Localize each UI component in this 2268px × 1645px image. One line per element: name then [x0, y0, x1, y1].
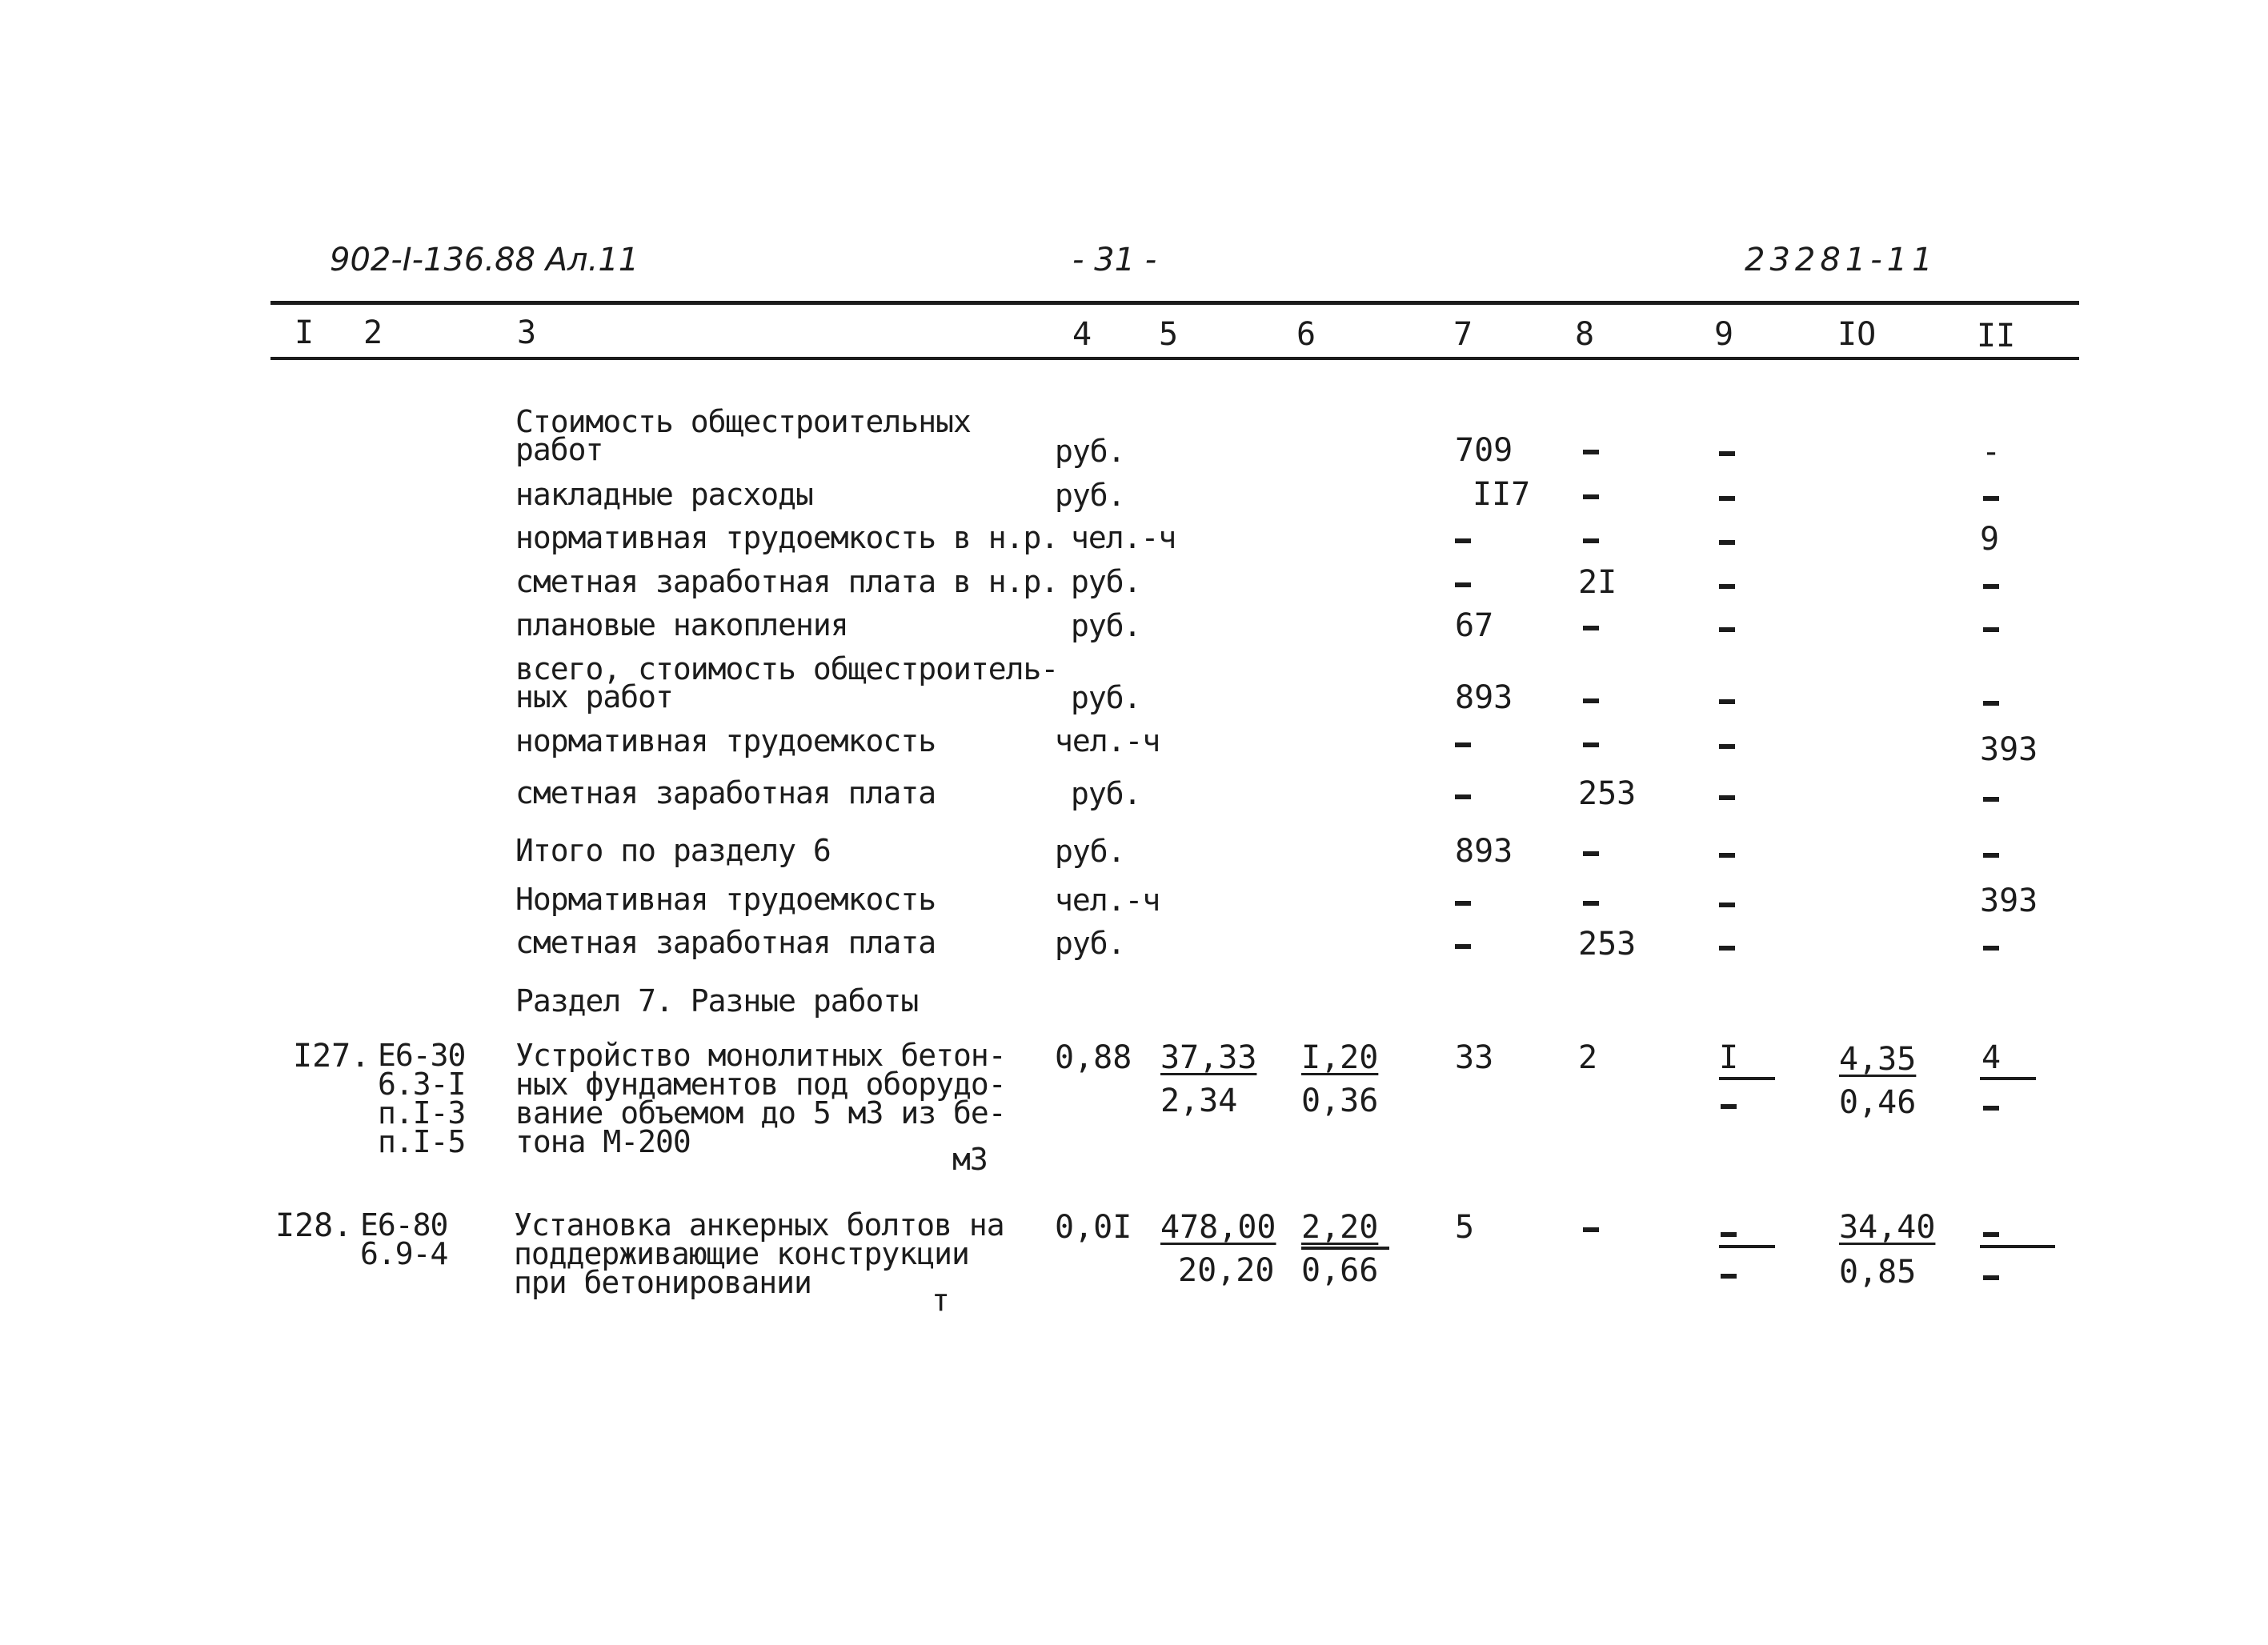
item-number: I28. — [275, 1207, 353, 1244]
row-text: Нормативная трудоемкость — [515, 882, 936, 917]
item-code: 6.3-I — [378, 1067, 466, 1102]
table-top-rule — [270, 301, 2079, 305]
row-value-c8: 253 — [1578, 926, 1637, 963]
item-c6-bottom: 0,66 — [1301, 1252, 1379, 1289]
item-c10-top: 4,35 — [1839, 1041, 1917, 1078]
dash — [1719, 853, 1735, 858]
dash — [1455, 794, 1471, 799]
dash — [1719, 946, 1735, 951]
item-c8: 2 — [1578, 1039, 1598, 1076]
item-c10-top: 34,40 — [1839, 1209, 1936, 1246]
dash — [1583, 1227, 1599, 1232]
item-c5-top: 478,00 — [1160, 1209, 1276, 1246]
col-header-3: 3 — [517, 314, 537, 351]
dash — [1583, 538, 1599, 543]
dash — [1583, 450, 1599, 454]
item-unit: м3 — [952, 1142, 988, 1177]
row-value-c7: 67 — [1455, 607, 1494, 644]
underline — [1719, 1077, 1775, 1080]
col-header-5: 5 — [1159, 316, 1179, 353]
row-text: нормативная трудоемкость в н.р. — [515, 520, 1059, 555]
col-header-11: II — [1977, 318, 2016, 354]
item-description: поддерживающие конструкции — [514, 1236, 969, 1271]
item-code: 6.9-4 — [360, 1236, 448, 1271]
row-value-c8: 253 — [1578, 775, 1637, 812]
item-description: при бетонировании — [514, 1265, 811, 1300]
row-text: накладные расходы — [515, 477, 813, 512]
dash — [1983, 1275, 1999, 1280]
row-value-c7: 709 — [1455, 432, 1513, 469]
row-value-c11: 393 — [1980, 883, 2038, 919]
item-c11-top: 4 — [1981, 1039, 2002, 1076]
row-unit: чел.-ч — [1055, 883, 1160, 918]
underline — [1980, 1077, 2036, 1080]
underline — [1719, 1245, 1775, 1248]
dash — [1455, 582, 1471, 587]
row-text: Итого по разделу 6 — [515, 833, 831, 868]
dash — [1983, 853, 1999, 858]
dash — [1583, 626, 1599, 630]
row-text: сметная заработная плата — [515, 775, 936, 810]
row-text: нормативная трудоемкость — [515, 723, 936, 758]
dash — [1583, 901, 1599, 906]
dash — [1719, 627, 1735, 632]
item-c7: 5 — [1455, 1209, 1475, 1246]
dash — [1583, 494, 1599, 499]
item-code: п.I-3 — [378, 1095, 466, 1131]
item-description: тона М-200 — [515, 1124, 691, 1159]
col-header-2: 2 — [363, 314, 383, 351]
item-number: I27. — [293, 1038, 371, 1075]
row-value-c11: 393 — [1980, 731, 2038, 768]
document-code: 902-I-136.88 Ал.11 — [330, 242, 639, 278]
row-value-c7: 893 — [1455, 679, 1513, 716]
row-value-c11: - — [1981, 434, 2002, 470]
dash — [1983, 701, 1999, 706]
dash — [1455, 944, 1471, 949]
item-c5-top: 37,33 — [1160, 1039, 1257, 1076]
row-text: всего, стоимость общестроитель- — [515, 651, 1059, 686]
item-code: п.I-5 — [378, 1124, 466, 1159]
dash — [1721, 1104, 1737, 1109]
dash — [1983, 627, 1999, 632]
item-c4: 0,0I — [1055, 1209, 1132, 1246]
item-c9-top: I — [1719, 1039, 1739, 1076]
item-c6-top: 2,20 — [1301, 1209, 1379, 1246]
col-header-8: 8 — [1575, 316, 1595, 353]
col-header-10: IO — [1837, 316, 1877, 353]
row-text: ных работ — [515, 679, 673, 714]
item-c10-bottom: 0,46 — [1839, 1084, 1917, 1121]
item-c6-bottom: 0,36 — [1301, 1083, 1379, 1119]
item-unit: т — [932, 1283, 949, 1318]
row-text: сметная заработная плата — [515, 925, 936, 960]
row-value-c7: II7 — [1473, 476, 1531, 513]
row-text: сметная заработная плата в н.р. — [515, 564, 1059, 599]
dash — [1719, 540, 1735, 545]
dash — [1583, 698, 1599, 703]
item-c5-bottom: 20,20 — [1178, 1252, 1275, 1289]
dash — [1719, 795, 1735, 800]
item-c4: 0,88 — [1055, 1039, 1132, 1076]
row-value-c7: 893 — [1455, 833, 1513, 870]
item-description: Устройство монолитных бетон- — [515, 1038, 1006, 1073]
item-c10-bottom: 0,85 — [1839, 1254, 1917, 1291]
dash — [1583, 742, 1599, 747]
row-text: Стоимость общестроительных — [515, 404, 971, 439]
dash — [1983, 496, 1999, 501]
row-unit: руб. — [1071, 564, 1141, 599]
sheet-code: 23281-11 — [1745, 242, 1937, 278]
dash — [1719, 744, 1735, 749]
section-title: Раздел 7. Разные работы — [515, 983, 919, 1019]
row-unit: руб. — [1055, 926, 1125, 961]
item-description: вание объемом до 5 м3 из бе- — [515, 1095, 1006, 1131]
item-code: Е6-80 — [360, 1207, 448, 1243]
underline — [1301, 1247, 1389, 1250]
dash — [1455, 901, 1471, 906]
row-unit: руб. — [1055, 834, 1125, 869]
dash — [1583, 851, 1599, 856]
dash — [1455, 742, 1471, 747]
dash — [1455, 538, 1471, 543]
underline — [1980, 1245, 2055, 1248]
item-description: ных фундаментов под оборудо- — [515, 1067, 1006, 1102]
row-unit: чел.-ч — [1055, 723, 1160, 758]
dash — [1983, 797, 1999, 802]
table-header-rule — [270, 357, 2079, 360]
dash — [1719, 496, 1735, 501]
row-unit: чел.-ч — [1071, 520, 1176, 555]
row-text: плановые накопления — [515, 607, 848, 642]
dash — [1721, 1274, 1737, 1279]
dash — [1983, 946, 1999, 951]
dash — [1983, 1106, 1999, 1111]
row-unit: руб. — [1071, 776, 1141, 811]
row-unit: руб. — [1055, 434, 1125, 469]
dash — [1719, 699, 1735, 704]
item-code: Е6-30 — [378, 1038, 466, 1073]
dash — [1719, 584, 1735, 589]
dash — [1719, 451, 1735, 456]
dash — [1983, 1232, 1999, 1237]
col-header-9: 9 — [1714, 316, 1734, 353]
row-value-c8: 2I — [1578, 564, 1617, 601]
col-header-4: 4 — [1072, 316, 1092, 353]
col-header-7: 7 — [1453, 316, 1473, 353]
dash — [1719, 903, 1735, 907]
dash — [1721, 1232, 1737, 1237]
row-text: работ — [515, 432, 603, 467]
page-number: - 31 - — [1072, 242, 1157, 278]
row-unit: руб. — [1071, 608, 1141, 643]
row-unit: руб. — [1055, 478, 1125, 513]
col-header-6: 6 — [1296, 316, 1316, 353]
col-header-1: I — [295, 314, 315, 351]
item-c5-bottom: 2,34 — [1160, 1083, 1238, 1119]
item-c7: 33 — [1455, 1039, 1494, 1076]
dash — [1983, 584, 1999, 589]
row-unit: руб. — [1071, 680, 1141, 715]
item-description: Установка анкерных болтов на — [514, 1207, 1004, 1243]
row-value-c11: 9 — [1980, 521, 2000, 558]
item-c6-top: I,20 — [1301, 1039, 1379, 1076]
